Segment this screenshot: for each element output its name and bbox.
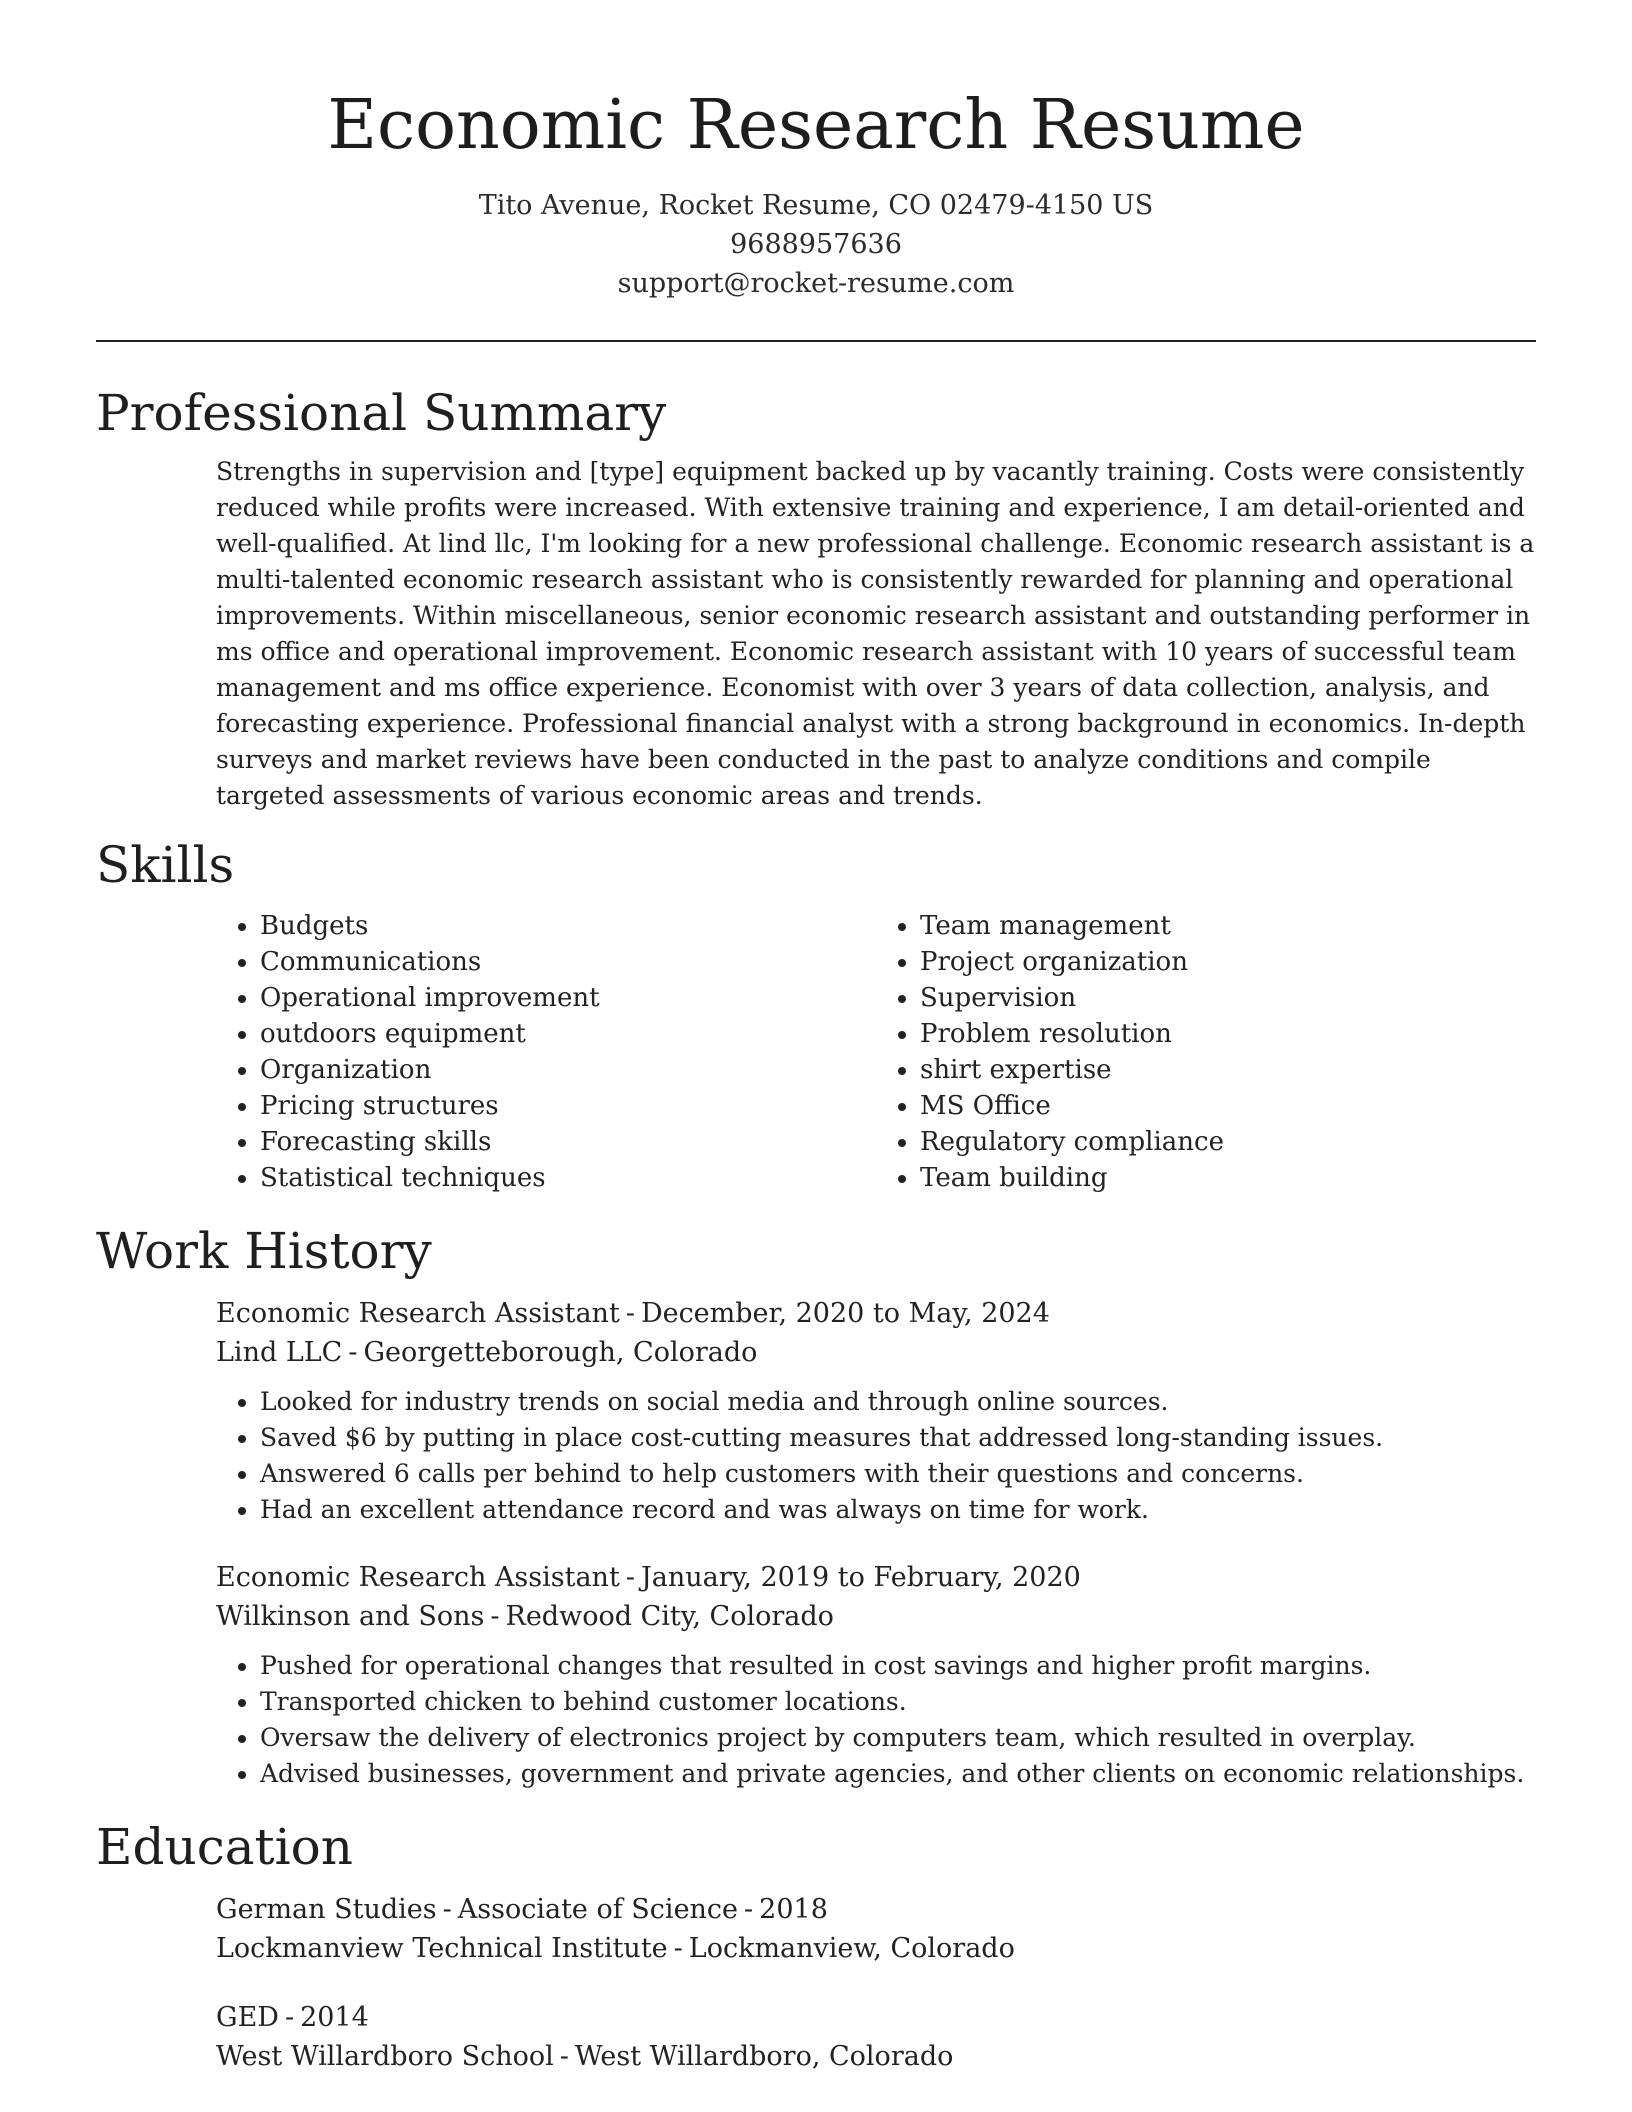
job-bullet: • Transported chicken to behind customer locations.: [260, 1684, 1536, 1720]
skills-grid: [216, 908, 1536, 1196]
skill-item: • Team building: [920, 1160, 1536, 1196]
summary-text: Strengths in supervision and [type] equipment backed up by vacantly training. Costs were consistently reduced while profits were increased. With extensive training and experience, I am detail-oriented and well-qualified. At lind llc, I'm looking for a new professional challenge. Economic research assistant is a multi-talented economic research assistant who is consistently rewarded for planning and operational improvements. Within miscellaneous, senior economic research assistant and outstanding performer in ms office and operational improvement. Economic research assistant with 10 years of successful team management and ms office experience. Economist with over 3 years of data collection, analysis, and forecasting experience. Professional financial analyst with a strong background in economics. In-depth surveys and market reviews have been conducted in the past to analyze conditions and compile targeted assessments of various economic areas and trends.: [216, 457, 1535, 810]
skill-item: • shirt expertise: [920, 1052, 1536, 1088]
header-divider: [96, 340, 1536, 342]
skill-item: • Statistical techniques: [260, 1160, 876, 1196]
resume-page: [96, 0, 1536, 2112]
job-company-line: Lind LLC - Georgetteborough, Colorado: [216, 1337, 758, 1368]
work-history-heading: Work History: [96, 1222, 432, 1280]
job-bullets: [216, 1648, 1536, 1792]
education-school: West Willardboro School: [216, 2041, 554, 2072]
contact-address: Tito Avenue, Rocket Resume, CO 02479-4150 US: [478, 190, 1154, 221]
job-company-line: Wilkinson and Sons - Redwood City, Colorado: [216, 1601, 834, 1632]
education-entry: [216, 1890, 1536, 1968]
skill-item: • Regulatory compliance: [920, 1124, 1536, 1160]
education-degree: GED: [216, 2002, 279, 2033]
education-field: German Studies: [216, 1894, 437, 1925]
job-bullet: • Looked for industry trends on social media and through online sources.: [260, 1384, 1536, 1420]
job-bullet: • Advised businesses, government and private agencies, and other clients on economic relationships.: [260, 1756, 1536, 1792]
job-entry: [216, 1558, 1536, 1792]
page-title: Economic Research Resume: [327, 86, 1305, 165]
skill-item: • Pricing structures: [260, 1088, 876, 1124]
skills-list-left: [216, 908, 876, 1196]
job-bullet: • Saved $6 by putting in place cost-cutting measures that addressed long-standing issues.: [260, 1420, 1536, 1456]
job-bullet: • Oversaw the delivery of electronics project by computers team, which resulted in overplay.: [260, 1720, 1536, 1756]
skill-item: • Communications: [260, 944, 876, 980]
education-school-line: Lockmanview Technical Institute - Lockmanview, Colorado: [216, 1933, 1015, 1964]
education-heading: Education: [96, 1818, 353, 1876]
education-location: West Willardboro, Colorado: [574, 2041, 954, 2072]
education-year: 2018: [759, 1894, 828, 1925]
skill-item: • MS Office: [920, 1088, 1536, 1124]
education-school: Lockmanview Technical Institute: [216, 1933, 668, 1964]
job-location: Redwood City, Colorado: [505, 1601, 834, 1632]
job-entry: [216, 1294, 1536, 1528]
education-degree-line: GED - 2014: [216, 2002, 369, 2033]
skill-item: • Operational improvement: [260, 980, 876, 1016]
skill-item: • Supervision: [920, 980, 1536, 1016]
contact-phone: 9688957636: [730, 229, 902, 260]
education-location: Lockmanview, Colorado: [688, 1933, 1015, 1964]
contact-email: support@rocket-resume.com: [617, 268, 1015, 299]
job-title-line: Economic Research Assistant - January, 2019 to February, 2020: [216, 1562, 1081, 1593]
skills-list-right: [876, 908, 1536, 1196]
education-degree-line: German Studies - Associate of Science - 2018: [216, 1894, 828, 1925]
job-bullet: • Answered 6 calls per behind to help customers with their questions and concerns.: [260, 1456, 1536, 1492]
education-section: [96, 1814, 1536, 2076]
skill-item: • Problem resolution: [920, 1016, 1536, 1052]
resume-header: [96, 0, 1536, 303]
skill-item: • outdoors equipment: [260, 1016, 876, 1052]
job-dates: January, 2019 to February, 2020: [640, 1562, 1081, 1593]
education-school-line: West Willardboro School - West Willardboro, Colorado: [216, 2041, 954, 2072]
education-degree: Associate of Science: [457, 1894, 739, 1925]
skills-section: [96, 832, 1536, 1196]
summary-heading: Professional Summary: [96, 384, 667, 442]
education-year: 2014: [300, 2002, 369, 2033]
job-company: Lind LLC: [216, 1337, 343, 1368]
job-role: Economic Research Assistant: [216, 1298, 620, 1329]
work-history-section: [96, 1218, 1536, 1792]
job-bullet: • Pushed for operational changes that resulted in cost savings and higher profit margins.: [260, 1648, 1536, 1684]
job-title-line: Economic Research Assistant - December, 2020 to May, 2024: [216, 1298, 1050, 1329]
job-bullets: [216, 1384, 1536, 1528]
job-location: Georgetteborough, Colorado: [363, 1337, 758, 1368]
skill-item: • Project organization: [920, 944, 1536, 980]
skill-item: • Budgets: [260, 908, 876, 944]
job-role: Economic Research Assistant: [216, 1562, 620, 1593]
skill-item: • Organization: [260, 1052, 876, 1088]
job-company: Wilkinson and Sons: [216, 1601, 485, 1632]
skill-item: • Forecasting skills: [260, 1124, 876, 1160]
job-bullet: • Had an excellent attendance record and was always on time for work.: [260, 1492, 1536, 1528]
job-dates: December, 2020 to May, 2024: [640, 1298, 1050, 1329]
skill-item: • Team management: [920, 908, 1536, 944]
education-entry: [216, 1998, 1536, 2076]
skills-heading: Skills: [96, 836, 235, 894]
summary-section: [96, 380, 1536, 814]
